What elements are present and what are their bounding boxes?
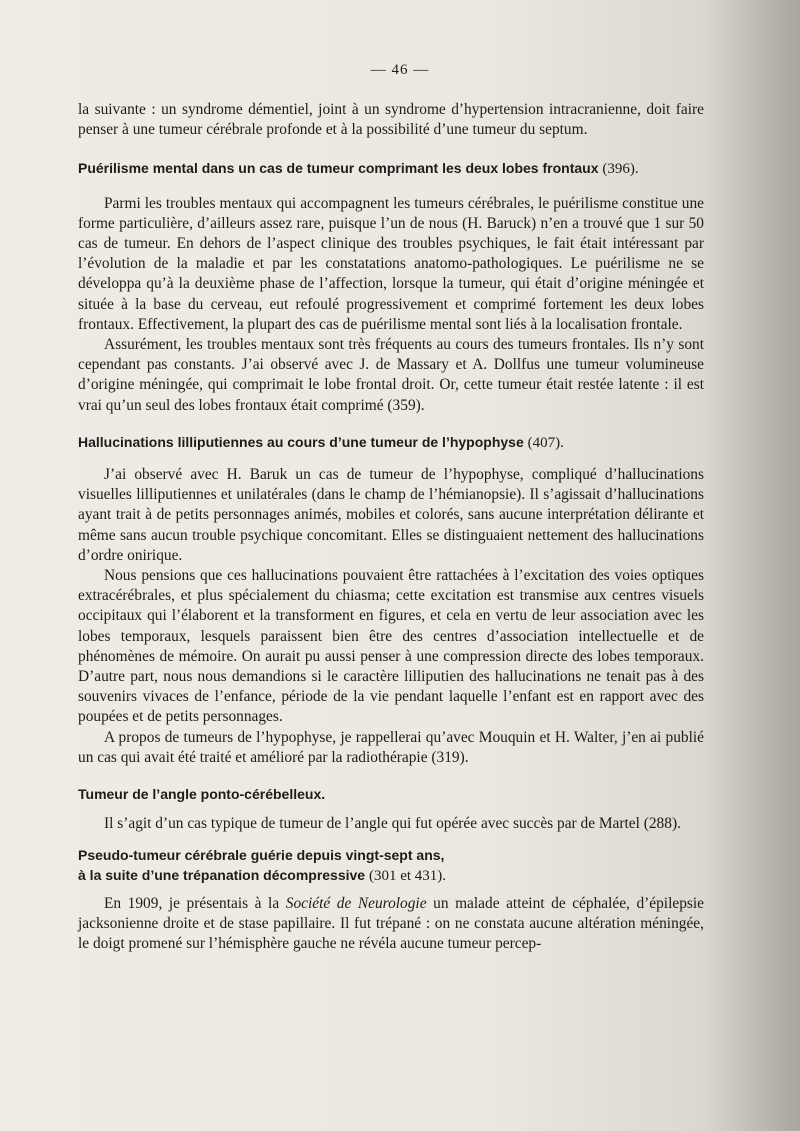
paragraph: Il s’agit d’un cas typique de tumeur de l’angle qui fut opérée avec succès par de Martel (288). (104, 815, 681, 833)
heading-ref: (301 et 431). (368, 867, 447, 884)
text-column (78, 100, 704, 955)
paragraph-text: En 1909, je présentais à la (104, 894, 280, 912)
section-heading-pseudo-tumeur-line1: Pseudo-tumeur cérébrale guérie depuis vingt-sept ans, (78, 846, 445, 863)
intro-paragraph: la suivante : un syndrome démentiel, joint à un syndrome d’hypertension intracranienne, doit faire penser à une tumeur cérébrale profonde et à la possibilité d’une tumeur du septum. (78, 101, 704, 139)
section-heading-angle: Tumeur de l’angle ponto-cérébelleux. (78, 786, 326, 803)
page-number: — 46 — (370, 62, 430, 78)
paragraph-text: un malade atteint de céphalée, d’épilepsie jacksonienne droite et de stase papillaire. Il fut trépané : on ne constata aucune altération méningée, le doigt promené sur l’hémisphère gauche ne révéla aucune tumeur percep- (78, 894, 704, 953)
heading-text: à la suite d’une trépanation décompressive (78, 866, 366, 883)
paragraph: Parmi les troubles mentaux qui accompagnent les tumeurs cérébrales, le puérilisme constitue une forme particulière, d’ailleurs assez rare, puisque l’un de nous (H. Baruck) n’en a trouvé que 1 sur 50 cas de tumeur. En dehors de l’aspect clinique des troubles psychiques, le fait était intéressant par l’évolution de la maladie et par les constatations anatomo-pathologiques. Le puérilisme ne se développa qu’à la deuxième phase de l’affection, lorsque la tumeur, qui était d’origine méningée et située à la base du cerveau, eut refoulé progressivement et comprimé fortement les deux lobes frontaux. Effectivement, la plupart des cas de puérilisme mental sont liés à la localisation frontale. (78, 194, 704, 333)
italic-society-name: Société de Neurologie (285, 894, 427, 912)
paragraph: A propos de tumeurs de l’hypophyse, je rappellerai qu’avec Mouquin et H. Walter, j’en ai publié un cas qui avait été traité et amélioré par la radiothérapie (319). (78, 728, 704, 766)
heading-ref: (396). (602, 161, 639, 178)
paragraph: Assurément, les troubles mentaux sont très fréquents au cours des tumeurs frontales. Ils n’y sont cependant pas constants. J’ai observé avec J. de Massary et A. Dollfus une tumeur volumineuse d’origine méningée, qui comprimait le lobe frontal droit. Or, cette tumeur était restée latente : il est vrai qu’un seul des lobes frontaux était comprimé (359). (78, 336, 704, 414)
heading-text: Puérilisme mental dans un cas de tumeur comprimant les deux lobes frontaux (78, 160, 599, 177)
heading-ref: (407). (527, 434, 564, 451)
section-heading-pseudo-tumeur-line2 (78, 865, 704, 886)
section-heading-hallucinations (78, 432, 704, 453)
heading-text: Hallucinations lilliputiennes au cours d’une tumeur de l’hypophyse (78, 433, 524, 450)
paragraph: Nous pensions que ces hallucinations pouvaient être rattachées à l’excitation des voies optiques extracérébrales, et plus spécialement du chiasma; cette excitation est transmise aux centres visuels occipitaux qui l’élaborent et la transforment en figures, et cela en vertu de leur association avec les lobes temporaux, lesquels paraissent bien être des centres d’association intellectuelle et de phénomènes de mémoire. On aurait pu aussi penser à une compression directe des lobes temporaux. D’autre part, nous nous demandions si le caractère lilliputien des hallucinations ne tenait pas à des souvenirs vivaces de l’enfance, période de la vie pendant laquelle l’enfant est en rapport avec des poupées et de petits personnages. (78, 567, 704, 726)
paragraph (78, 894, 704, 955)
section-heading-puerilisme (78, 158, 704, 179)
paragraph: J’ai observé avec H. Baruk un cas de tumeur de l’hypophyse, compliqué d’hallucinations visuelles lilliputiennes et unilatérales (dans le champ de l’hémianopsie). Il s’agissait d’hallucinations ayant trait à de petits personnages animés, mobiles et colorés, sans aucune interprétation délirante et même sans aucun trouble psychique concomitant. Elles se distinguaient nettement des hallucinations d’ordre onirique. (78, 466, 704, 564)
